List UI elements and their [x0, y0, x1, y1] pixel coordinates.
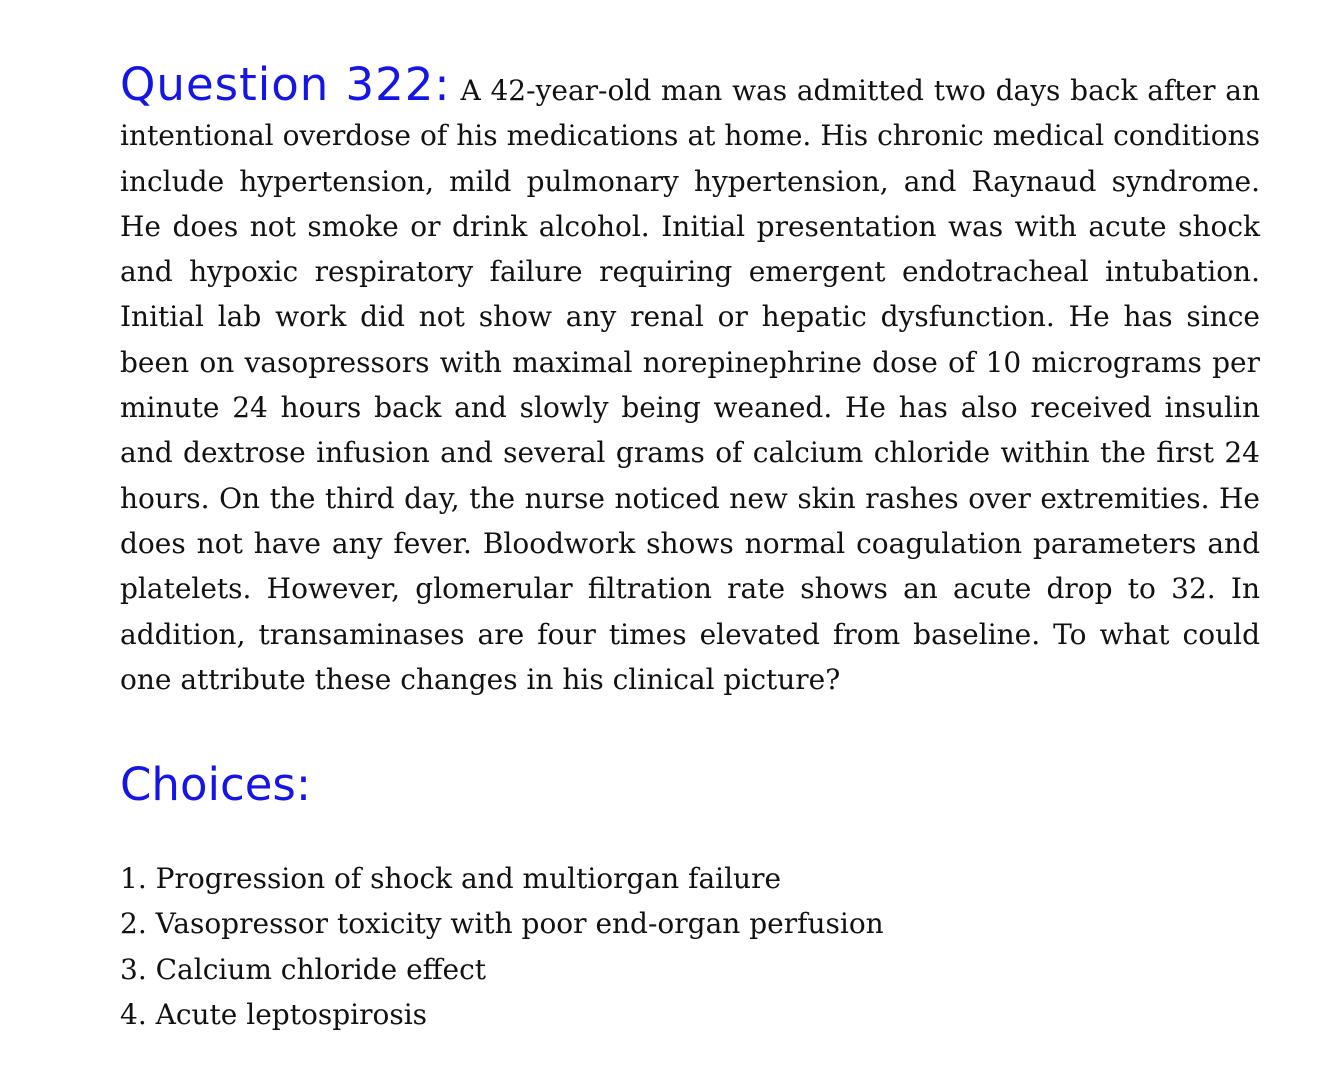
- choice-item-4: 4. Acute leptospirosis: [120, 997, 428, 1031]
- choice-item-3: 3. Calcium chloride effect: [120, 952, 487, 986]
- question-text: A 42-year-old man was admitted two days back after an intentional overdose of his medications at home. His chronic medical conditions include hypertension, mild pulmonary hypertension, and Raynaud syndrome. He does not smoke or drink alcohol. Initial presentation was with acute shock and hypoxic respiratory failure requiring emergent endotracheal intubation. Initial lab work did not show any renal or hepatic dysfunction. He has since been on vasopressors with maximal norepinephrine dose of 10 micrograms per minute 24 hours back and slowly being weaned. He has also received insulin and dextrose infusion and several grams of calcium chloride within the first 24 hours. On the third day, the nurse noticed new skin rashes over extremities. He does not have any fever. Bloodwork shows normal coagulation parameters and platelets. However, glomerular filtration rate shows an acute drop to 32. In addition, transaminases are four times elevated from baseline. To what could one attribute these changes in his clinical picture?: [120, 74, 1260, 696]
- choice-item-2: 2. Vasopressor toxicity with poor end-organ perfusion: [120, 907, 884, 941]
- question-label: Question 322:: [120, 58, 451, 111]
- choices-heading: Choices:: [120, 758, 312, 811]
- choices-list: [120, 856, 884, 1037]
- document-page: [120, 58, 1260, 1031]
- question-paragraph: [120, 58, 1260, 702]
- choice-item-1: 1. Progression of shock and multiorgan failure: [120, 862, 782, 895]
